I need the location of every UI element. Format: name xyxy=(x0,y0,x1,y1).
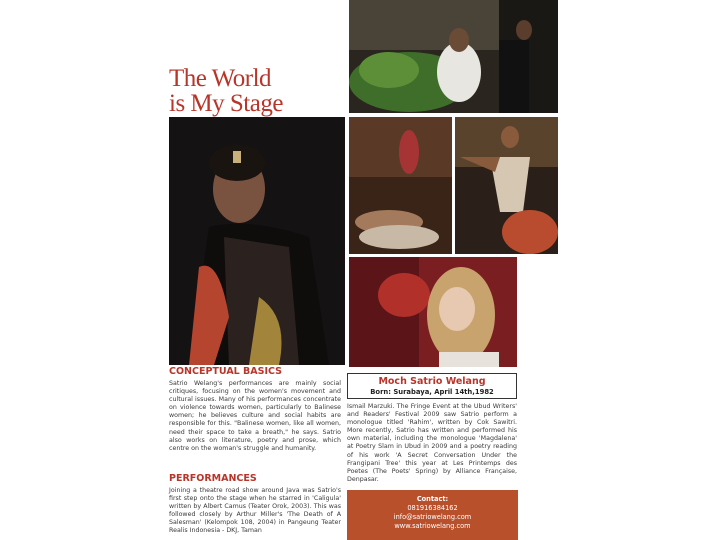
title-line-2: is My Stage xyxy=(169,90,283,117)
profile-box xyxy=(347,373,517,399)
page-title xyxy=(169,66,283,116)
profile-born: Born: Surabaya, April 14th,1982 xyxy=(370,388,494,396)
text-performances: Joining a theatre road show around Java was Satrio's first step onto the stage when he starred in 'Caligula' written by Albert Camus (Teater Orok, 2003). This was followed closely by Arthur Miller's 'The Death of A Salesman' (Kelompok 108, 2004) in Pangeung Teater Realis Indonesia - DKJ, Taman xyxy=(169,487,341,535)
photo-stage-1 xyxy=(349,117,452,254)
photo-stage-2 xyxy=(455,117,558,254)
photo-ceremony xyxy=(349,0,558,113)
contact-email[interactable]: info@satriowelang.com xyxy=(393,513,472,521)
contact-box xyxy=(347,490,518,540)
text-continued: Ismail Marzuki. The Fringe Event at the Ubud Writers' and Readers' Festival 2009 saw Satrio perform a monologue titled 'Rahim', written by Cok Sawitri. More recently, Satrio has written and performed his own material, including the monologue 'Magdalena' at Poetry Slam in Ubud in 2009 and a poetry reading of his work 'A Secret Conversation Under the Frangipani Tree' this year at Les Printemps des Poetes (The Poets' Spring) by Alliance Française, Denpasar. xyxy=(347,403,517,483)
contact-phone: 081916384162 xyxy=(407,504,458,512)
photo-mask xyxy=(349,257,517,367)
profile-name: Moch Satrio Welang xyxy=(378,376,486,387)
heading-performances: PERFORMANCES xyxy=(169,473,257,484)
contact-website[interactable]: www.satriowelang.com xyxy=(394,522,471,530)
title-line-1: The World xyxy=(169,65,272,92)
photo-portrait xyxy=(169,117,345,365)
heading-conceptual-basics: CONCEPTUAL BASICS xyxy=(169,366,282,377)
text-conceptual-basics: Satrio Welang's performances are mainly social critiques, focusing on the women's movement and cultural issues. Many of his performances concentrate on violence towards women, particularly to Balinese women; he believes culture and social habits are responsible for this. "Balinese women, like all women, need their space to take a breath," he says. Satrio also works on literature, poetry and prose, which centre on the woman's struggle and humanity. xyxy=(169,380,341,452)
magazine-page xyxy=(166,0,560,540)
contact-heading: Contact: xyxy=(416,495,449,503)
